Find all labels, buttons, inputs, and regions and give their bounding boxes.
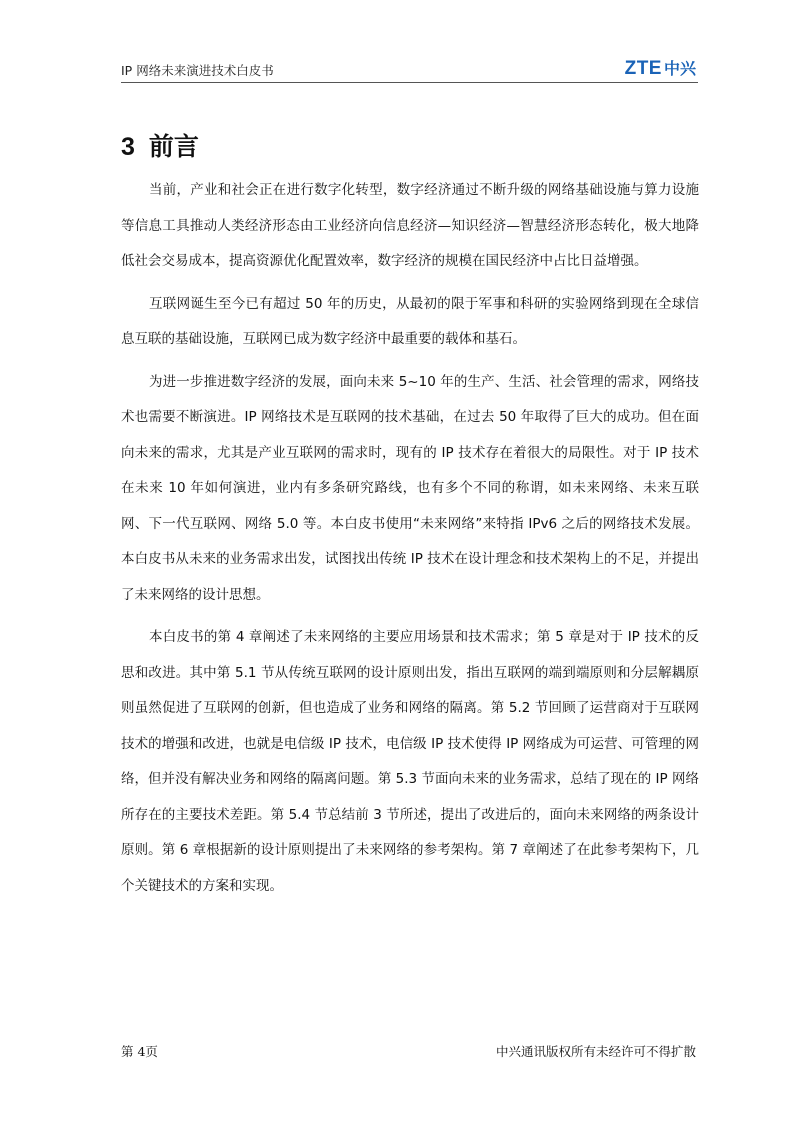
chapter-number: 3 <box>121 133 135 161</box>
chapter-title: 前言 <box>148 132 199 161</box>
zte-logo <box>625 56 696 80</box>
body-text <box>121 173 699 911</box>
header-divider <box>121 82 698 83</box>
logo-en: ZTE <box>624 58 662 79</box>
page-number: 第 4页 <box>121 1044 158 1059</box>
paragraph: 本白皮书的第 4 章阐述了未来网络的主要应用场景和技术需求；第 5 章是对于 IP 技术的反思和改进。其中第 5.1 节从传统互联网的设计原则出发，指出互联网的端到端原则和分层解耦原则虽然促进了互联网的创新，但也造成了业务和网络的隔离。第 5.2 节回顾了运营商对于互联网技术的增强和改进，也就是电信级 IP 技术，电信级 IP 技术使得 IP 网络成为可运营、可管理的网络，但并没有解决业务和网络的隔离问题。第 5.3 节面向未来的业务需求，总结了现在的 IP 网络所存在的主要技术差距。第 5.4 节总结前 3 节所述，提出了改进后的，面向未来网络的两条设计原则。第 6 章根据新的设计原则提出了未来网络的参考架构。第 7 章阐述了在此参考架构下，几个关键技术的方案和实现。 <box>121 629 699 894</box>
header-title: IP 网络未来演进技术白皮书 <box>121 63 274 78</box>
paragraph: 为进一步推进数字经济的发展，面向未来 5~10 年的生产、生活、社会管理的需求，网络技术也需要不断演进。IP 网络技术是互联网的技术基础，在过去 50 年取得了巨大的成功。但在面向未来的需求，尤其是产业互联网的需求时，现有的 IP 技术存在着很大的局限性。对于 IP 技术在未来 10 年如何演进，业内有多条研究路线，也有多个不同的称谓，如未来网络、未来互联网、下一代互联网、网络 5.0 等。本白皮书使用“未来网络”来特指 IPv6 之后的网络技术发展。本白皮书从未来的业务需求出发，试图找出传统 IP 技术在设计理念和技术架构上的不足，并提出了未来网络的设计思想。 <box>121 373 699 603</box>
logo-cn: 中兴 <box>663 59 696 78</box>
paragraph: 互联网诞生至今已有超过 50 年的历史，从最初的限于军事和科研的实验网络到现在全球信息互联的基础设施，互联网已成为数字经济中最重要的载体和基石。 <box>121 295 699 347</box>
paragraph: 当前，产业和社会正在进行数字化转型，数字经济通过不断升级的网络基础设施与算力设施等信息工具推动人类经济形态由工业经济向信息经济—知识经济—智慧经济形态转化，极大地降低社会交易成本，提高资源优化配置效率，数字经济的规模在国民经济中占比日益增强。 <box>121 182 699 269</box>
copyright-notice: 中兴通讯版权所有未经许可不得扩散 <box>495 1044 696 1059</box>
chapter-heading <box>121 127 199 163</box>
